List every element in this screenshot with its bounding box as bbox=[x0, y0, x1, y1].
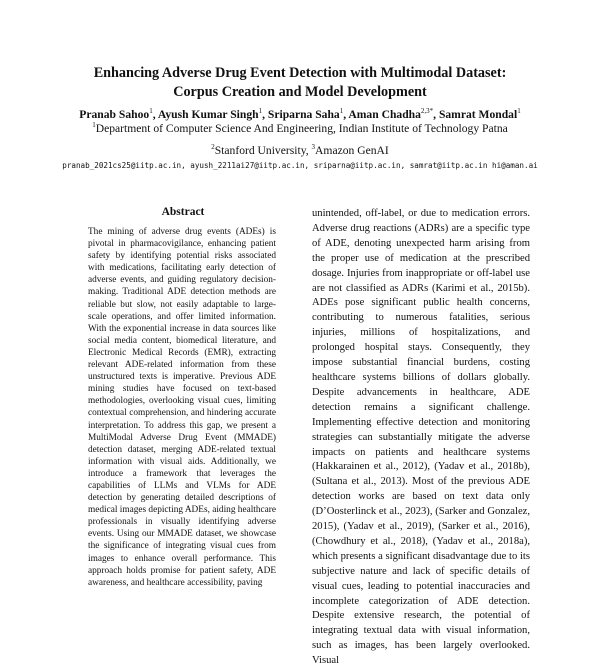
author-affiliation-mark: 1 bbox=[517, 107, 521, 115]
author-name: Samrat Mondal bbox=[438, 108, 518, 121]
affiliation-1 bbox=[40, 121, 560, 136]
author-affiliation-mark: 1 bbox=[258, 107, 263, 115]
affiliation-name: Stanford University, bbox=[214, 144, 312, 157]
affiliation-mark: 2 bbox=[211, 143, 215, 151]
title-line-1: Enhancing Adverse Drug Event Detection with Multimodal Dataset: bbox=[93, 65, 507, 81]
author-affiliation-mark: 2,3* bbox=[420, 107, 434, 115]
affiliation-name: Department of Computer Science And Engineering, Indian Institute of Technology Patna bbox=[95, 122, 508, 135]
paper-title bbox=[60, 64, 540, 102]
author-list: Pranab Sahoo$^1$, Ayush Kumar Singh$^1$, Sriparna Saha$^1$, Aman Chadha$^{2,3*}$, Samrat Mondal$^1$ bbox=[79, 107, 521, 121]
author-name: Sriparna Saha bbox=[267, 108, 340, 121]
author-name: Aman Chadha bbox=[348, 108, 421, 121]
affiliation-name: Amazon GenAI bbox=[315, 144, 389, 157]
title-line-2: Corpus Creation and Model Development bbox=[173, 84, 427, 100]
affiliation-mark: 3 bbox=[311, 143, 316, 151]
author-affiliation-mark: 1 bbox=[149, 107, 153, 115]
author-name: Ayush Kumar Singh bbox=[157, 108, 259, 121]
author-affiliation-mark: 1 bbox=[339, 107, 344, 115]
abstract-heading: Abstract bbox=[161, 206, 205, 218]
affiliation-mark: 1 bbox=[92, 121, 96, 129]
body-column-text: unintended, off-label, or due to medication errors. Adverse drug reactions (ADRs) are a specific type of ADE, denoting unexpected harm arising from the proper use of medication at the prescribed dosage. Injuries from inappropriate or off-label use are not classified as ADRs (Karimi et al., 2015b). ADEs pose significant public health concerns, contributing to numerous fatalities, serious injuries, millions of hospitalizations, and prolonged hospital stays. Consequently, they impose substantial financial burdens, costing healthcare systems billions of dollars globally. Despite advancements in healthcare, ADE detection remains a significant challenge. Implementing effective detection and monitoring strategies can substantially mitigate the adverse impacts on patients and healthcare systems (Hakkarainen et al., 2012), (Yadav et al., 2018b), (Sultana et al., 2013). Most of the previous ADE detection works are based on text data only (D’Oosterlinck et al., 2023), (Sarker and Gonzalez, 2015), (Yadav et al., 2019), (Sarker et al., 2016), (Chowdhury et al., 2018), (Yadav et al., 2018a), which presents a significant disadvantage due to its subjective nature and lack of specific details of visual cues, leading to potential inaccuracies and incomplete categorization of ADE detection. Despite extensive research, the potential of integrating textual data with visual information, such as images, has been largely overlooked. Visual bbox=[312, 208, 530, 667]
author-emails: pranab_2021cs25@iitp.ac.in, ayush_2211ai27@iitp.ac.in, sriparna@iitp.ac.in, samrat@iitp.ac.in hi@aman.ai bbox=[62, 161, 538, 170]
affiliation-2 bbox=[40, 143, 560, 158]
author-name: Pranab Sahoo bbox=[79, 108, 150, 121]
abstract-text: The mining of adverse drug events (ADEs) is pivotal in pharmacovigilance, enhancing patient safety by identifying potential risks associated with medications, facilitating early detection of adverse events, and guiding regulatory decision-making. Traditional ADE detection methods are reliable but slow, not easily adaptable to large-scale operations, and offer limited information. With the exponential increase in data sources like social media content, biomedical literature, and Electronic Medical Records (EMR), extracting relevant ADE-related information from these unstructured texts is imperative. Previous ADE mining studies have focused on text-based methodologies, overlooking visual cues, limiting contextual comprehension, and hindering accurate interpretation. To address this gap, we present a MultiModal Adverse Drug Event (MMADE) detection dataset, merging ADE-related textual information with visual aids. Additionally, we introduce a framework that leverages the capabilities of LLMs and VLMs for ADE detection by generating detailed descriptions of medical images depicting ADEs, aiding healthcare professionals in visually identifying adverse events. Using our MMADE dataset, we showcase the significance of integrating visual cues from images to enhance overall performance. This approach holds promise for patient safety, ADE awareness, and healthcare accessibility, paving bbox=[88, 227, 276, 588]
